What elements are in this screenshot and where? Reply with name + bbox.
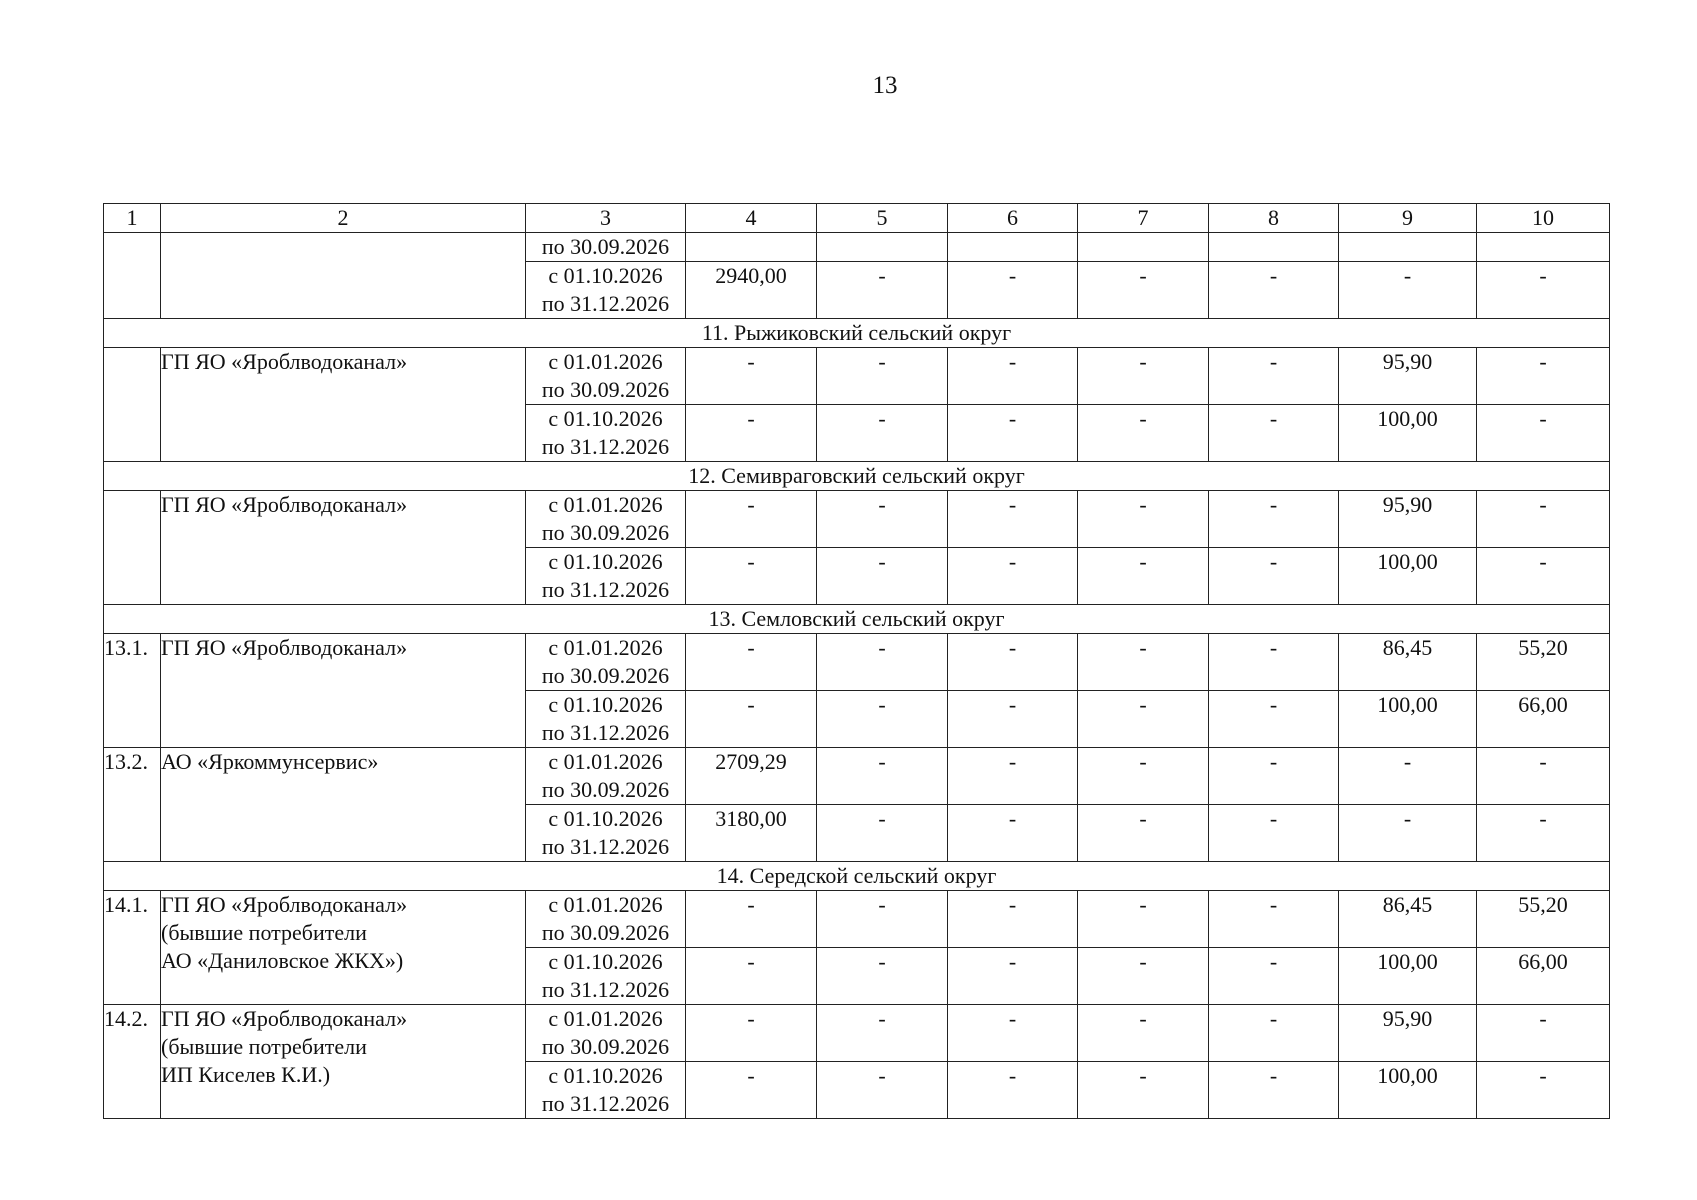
header-cell: 4	[686, 204, 817, 233]
organization-line: (бывшие потребители	[161, 920, 367, 945]
value-cell: -	[817, 691, 948, 748]
value-cell: -	[686, 948, 817, 1005]
organization-cell	[161, 233, 526, 319]
table-header-row	[104, 204, 1610, 233]
period-from: с 01.10.2026	[548, 263, 663, 288]
value-cell: -	[1209, 348, 1339, 405]
row-number-cell	[104, 233, 161, 319]
period-to: по 31.12.2026	[541, 977, 670, 1002]
organization-cell: АО «Яркоммунсервис»	[161, 748, 526, 862]
section-row	[104, 462, 1610, 491]
value-cell: 100,00	[1339, 691, 1477, 748]
period-to: по 30.09.2026	[541, 520, 670, 545]
value-cell: -	[686, 1062, 817, 1119]
section-row	[104, 862, 1610, 891]
value-cell: -	[817, 891, 948, 948]
value-cell: -	[817, 748, 948, 805]
period-to: по 31.12.2026	[541, 291, 670, 316]
period-cell	[526, 691, 686, 748]
value-cell: -	[686, 548, 817, 605]
table-row	[104, 891, 1610, 948]
value-cell: -	[817, 1062, 948, 1119]
section-title: 11. Рыжиковский сельский округ	[104, 319, 1610, 348]
value-cell: -	[1209, 1005, 1339, 1062]
period-cell	[526, 891, 686, 948]
value-cell: -	[1209, 491, 1339, 548]
period-from: с 01.01.2026	[548, 749, 663, 774]
value-cell: -	[1078, 1005, 1209, 1062]
period-from: с 01.01.2026	[548, 492, 663, 517]
value-cell: -	[817, 548, 948, 605]
value-cell: -	[948, 348, 1078, 405]
value-cell: -	[1209, 691, 1339, 748]
period-from: с 01.01.2026	[548, 892, 663, 917]
value-cell: -	[817, 948, 948, 1005]
value-cell: -	[1209, 891, 1339, 948]
value-cell	[817, 233, 948, 262]
table-row	[104, 634, 1610, 691]
value-cell: 100,00	[1339, 1062, 1477, 1119]
section-row	[104, 605, 1610, 634]
value-cell: -	[1078, 634, 1209, 691]
period-cell	[526, 491, 686, 548]
value-cell: -	[1078, 948, 1209, 1005]
value-cell: -	[817, 491, 948, 548]
row-number-cell	[104, 491, 161, 605]
value-cell: -	[817, 348, 948, 405]
table-row	[104, 348, 1610, 405]
period-to: по 30.09.2026	[541, 377, 670, 402]
value-cell: -	[948, 1062, 1078, 1119]
header-cell: 3	[526, 204, 686, 233]
table-row	[104, 491, 1610, 548]
organization-line: ГП ЯО «Яроблводоканал»	[161, 1006, 408, 1031]
period-from: с 01.10.2026	[548, 406, 663, 431]
period-to: по 30.09.2026	[541, 663, 670, 688]
header-cell: 7	[1078, 204, 1209, 233]
section-title: 13. Семловский сельский округ	[104, 605, 1610, 634]
value-cell: -	[1078, 891, 1209, 948]
period-cell	[526, 262, 686, 319]
value-cell	[1078, 233, 1209, 262]
value-cell: -	[1209, 1062, 1339, 1119]
header-cell: 5	[817, 204, 948, 233]
value-cell: 55,20	[1477, 891, 1610, 948]
organization-line: АО «Даниловское ЖКХ»)	[161, 948, 404, 973]
period-from: с 01.10.2026	[548, 1063, 663, 1088]
value-cell: -	[1477, 262, 1610, 319]
value-cell: -	[1477, 1062, 1610, 1119]
period-to: по 30.09.2026	[541, 920, 670, 945]
value-cell: 66,00	[1477, 691, 1610, 748]
period-to: по 31.12.2026	[541, 577, 670, 602]
organization-cell: ГП ЯО «Яроблводоканал»	[161, 634, 526, 748]
value-cell: -	[817, 634, 948, 691]
value-cell: -	[1209, 262, 1339, 319]
period-to: по 30.09.2026	[541, 234, 670, 259]
value-cell: -	[817, 262, 948, 319]
value-cell: -	[1078, 262, 1209, 319]
value-cell: 86,45	[1339, 891, 1477, 948]
value-cell	[948, 233, 1078, 262]
period-cell	[526, 548, 686, 605]
period-to: по 31.12.2026	[541, 834, 670, 859]
organization-cell: ГП ЯО «Яроблводоканал»	[161, 348, 526, 462]
value-cell	[1477, 233, 1610, 262]
value-cell: -	[948, 634, 1078, 691]
value-cell: -	[1209, 634, 1339, 691]
period-cell	[526, 748, 686, 805]
value-cell: -	[686, 405, 817, 462]
table-row	[104, 1005, 1610, 1062]
period-from: с 01.01.2026	[548, 635, 663, 660]
value-cell: -	[1078, 805, 1209, 862]
value-cell: -	[948, 1005, 1078, 1062]
value-cell: 95,90	[1339, 491, 1477, 548]
period-cell	[526, 634, 686, 691]
period-to: по 30.09.2026	[541, 1034, 670, 1059]
header-cell: 8	[1209, 204, 1339, 233]
organization-cell: ГП ЯО «Яроблводоканал»	[161, 491, 526, 605]
value-cell: -	[1477, 548, 1610, 605]
value-cell: 66,00	[1477, 948, 1610, 1005]
value-cell	[686, 233, 817, 262]
period-cell	[526, 1062, 686, 1119]
value-cell: -	[948, 891, 1078, 948]
value-cell: -	[948, 748, 1078, 805]
row-number-cell: 13.1.	[104, 634, 161, 748]
value-cell: -	[686, 491, 817, 548]
period-to: по 31.12.2026	[541, 434, 670, 459]
value-cell: -	[1078, 748, 1209, 805]
period-from: с 01.01.2026	[548, 1006, 663, 1031]
organization-line: ИП Киселев К.И.)	[161, 1062, 331, 1087]
value-cell: -	[1078, 1062, 1209, 1119]
value-cell: -	[1339, 805, 1477, 862]
value-cell: -	[1477, 805, 1610, 862]
period-to: по 31.12.2026	[541, 1091, 670, 1116]
value-cell: -	[948, 262, 1078, 319]
value-cell: -	[686, 691, 817, 748]
section-title: 12. Семивраговский сельский округ	[104, 462, 1610, 491]
period-cell	[526, 405, 686, 462]
row-number-cell	[104, 348, 161, 462]
value-cell: -	[948, 805, 1078, 862]
period-from: с 01.01.2026	[548, 349, 663, 374]
value-cell: 100,00	[1339, 405, 1477, 462]
value-cell: -	[686, 1005, 817, 1062]
value-cell: -	[948, 948, 1078, 1005]
header-cell: 9	[1339, 204, 1477, 233]
period-from: с 01.10.2026	[548, 806, 663, 831]
value-cell: 3180,00	[686, 805, 817, 862]
period-cell	[526, 233, 686, 262]
value-cell: -	[1339, 262, 1477, 319]
value-cell: -	[1078, 548, 1209, 605]
page-number: 13	[872, 72, 898, 99]
value-cell: -	[1209, 948, 1339, 1005]
table-row	[104, 748, 1610, 805]
value-cell: -	[817, 1005, 948, 1062]
value-cell: -	[1477, 491, 1610, 548]
period-cell	[526, 348, 686, 405]
value-cell: -	[1209, 548, 1339, 605]
value-cell: 100,00	[1339, 548, 1477, 605]
value-cell: -	[1078, 691, 1209, 748]
table-row	[104, 233, 1610, 262]
header-cell: 10	[1477, 204, 1610, 233]
value-cell: -	[686, 891, 817, 948]
value-cell: -	[686, 634, 817, 691]
header-cell: 1	[104, 204, 161, 233]
value-cell: -	[1209, 405, 1339, 462]
header-cell: 6	[948, 204, 1078, 233]
value-cell: -	[817, 405, 948, 462]
section-title: 14. Середской сельский округ	[104, 862, 1610, 891]
value-cell: -	[1339, 748, 1477, 805]
value-cell: -	[948, 405, 1078, 462]
value-cell: 55,20	[1477, 634, 1610, 691]
section-row	[104, 319, 1610, 348]
value-cell: -	[948, 691, 1078, 748]
value-cell	[1339, 233, 1477, 262]
period-cell	[526, 805, 686, 862]
header-cell: 2	[161, 204, 526, 233]
value-cell: -	[1078, 405, 1209, 462]
value-cell: -	[817, 805, 948, 862]
tariff-table	[103, 203, 1610, 1119]
organization-cell	[161, 1005, 526, 1119]
row-number-cell: 14.2.	[104, 1005, 161, 1119]
period-to: по 31.12.2026	[541, 720, 670, 745]
value-cell: -	[1078, 348, 1209, 405]
organization-line: ГП ЯО «Яроблводоканал»	[161, 892, 408, 917]
value-cell: -	[1078, 491, 1209, 548]
period-from: с 01.10.2026	[548, 692, 663, 717]
value-cell: 95,90	[1339, 348, 1477, 405]
period-cell	[526, 1005, 686, 1062]
value-cell: 100,00	[1339, 948, 1477, 1005]
value-cell: -	[948, 491, 1078, 548]
period-cell	[526, 948, 686, 1005]
value-cell: -	[948, 548, 1078, 605]
value-cell: 2940,00	[686, 262, 817, 319]
value-cell: -	[1477, 405, 1610, 462]
row-number-cell: 14.1.	[104, 891, 161, 1005]
value-cell: 86,45	[1339, 634, 1477, 691]
organization-cell	[161, 891, 526, 1005]
period-from: с 01.10.2026	[548, 549, 663, 574]
row-number-cell: 13.2.	[104, 748, 161, 862]
value-cell: -	[1477, 348, 1610, 405]
period-from: с 01.10.2026	[548, 949, 663, 974]
value-cell: 2709,29	[686, 748, 817, 805]
value-cell: -	[686, 348, 817, 405]
value-cell: -	[1209, 748, 1339, 805]
organization-line: (бывшие потребители	[161, 1034, 367, 1059]
value-cell: -	[1477, 748, 1610, 805]
value-cell	[1209, 233, 1339, 262]
period-to: по 30.09.2026	[541, 777, 670, 802]
value-cell: -	[1477, 1005, 1610, 1062]
value-cell: -	[1209, 805, 1339, 862]
value-cell: 95,90	[1339, 1005, 1477, 1062]
